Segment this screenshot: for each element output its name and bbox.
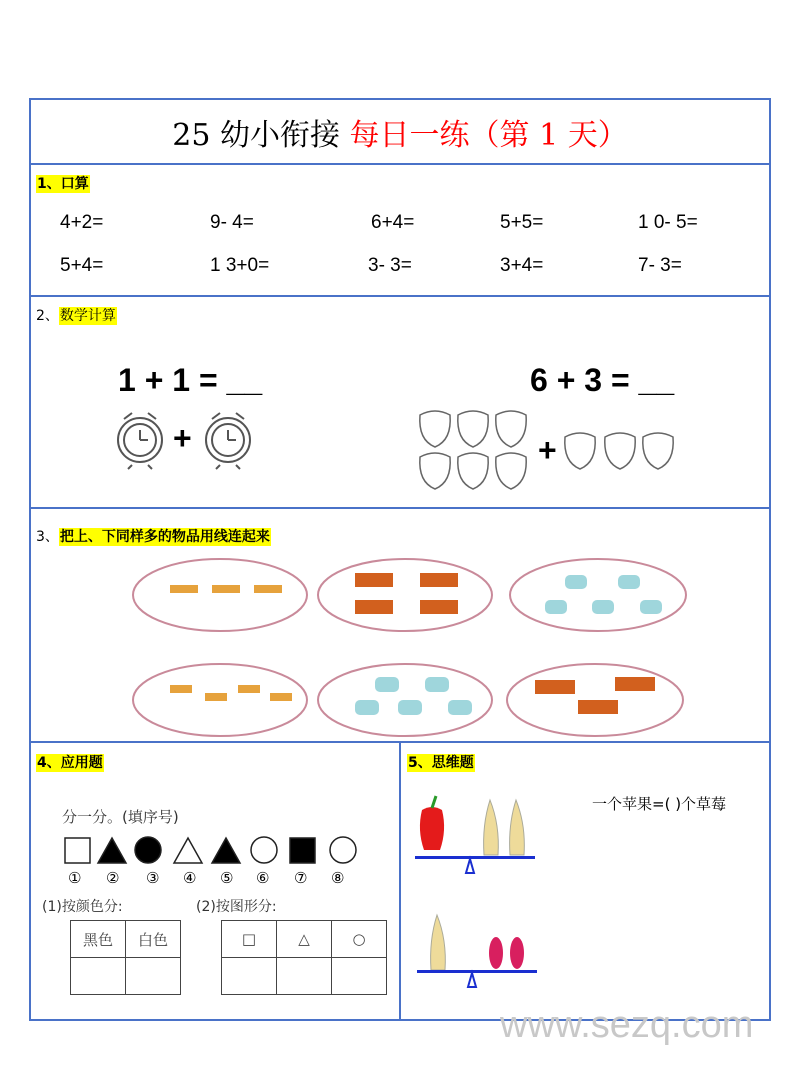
section-prefix: 2、 bbox=[36, 308, 59, 324]
shape-number: ② bbox=[106, 869, 120, 887]
section-1-heading bbox=[36, 173, 90, 193]
watermark: www.sezq.com bbox=[500, 1004, 754, 1046]
color-table bbox=[70, 920, 181, 995]
header-triangle: △ bbox=[277, 921, 332, 958]
arithmetic-problem: 3+4= bbox=[500, 255, 544, 276]
question-by-shape: (2)按图形分: bbox=[196, 899, 277, 915]
arithmetic-problem: 4+2= bbox=[60, 212, 104, 233]
answer-cell[interactable] bbox=[332, 958, 387, 995]
divider bbox=[29, 507, 771, 509]
header-square: □ bbox=[222, 921, 277, 958]
shape-number: ① bbox=[68, 869, 82, 887]
alarm-clocks-image bbox=[110, 405, 260, 470]
instruction-text: 分一分。(填序号) bbox=[62, 808, 179, 826]
answer-cell[interactable] bbox=[222, 958, 277, 995]
arithmetic-problem: 9- 4= bbox=[210, 212, 254, 233]
header-circle: ○ bbox=[332, 921, 387, 958]
strawberries-image bbox=[415, 405, 680, 495]
section-2-heading bbox=[36, 305, 117, 325]
header-black: 黑色 bbox=[71, 921, 126, 958]
balance-scales-image bbox=[412, 790, 542, 990]
title-black: 25 幼小衔接 bbox=[172, 118, 340, 153]
question-text: 一个苹果=( )个草莓 bbox=[592, 795, 727, 813]
question-by-color: (1)按颜色分: bbox=[42, 899, 123, 915]
section-label: 1、口算 bbox=[37, 176, 89, 192]
section-label: 4、应用题 bbox=[37, 755, 103, 771]
answer-cell[interactable] bbox=[126, 958, 181, 995]
page-title bbox=[0, 110, 800, 154]
section-label: 5、思维题 bbox=[408, 755, 474, 771]
shape-number: ⑧ bbox=[331, 869, 345, 887]
plus-sign: + bbox=[173, 420, 192, 456]
shape-number: ⑤ bbox=[220, 869, 234, 887]
section-5-heading bbox=[407, 752, 475, 772]
plus-sign: + bbox=[538, 432, 557, 468]
shape-number: ⑦ bbox=[294, 869, 308, 887]
arithmetic-problem: 6+4= bbox=[371, 212, 415, 233]
section-label: 把上、下同样多的物品用线连起来 bbox=[59, 529, 270, 545]
shape-table bbox=[221, 920, 387, 995]
arithmetic-problem: 1 0- 5= bbox=[638, 212, 698, 233]
header-white: 白色 bbox=[126, 921, 181, 958]
title-red: 每日一练（第 1 天） bbox=[349, 118, 628, 153]
divider bbox=[29, 295, 771, 297]
section-prefix: 3、 bbox=[36, 529, 59, 545]
shape-number: ⑥ bbox=[256, 869, 270, 887]
divider bbox=[399, 742, 401, 1020]
arithmetic-problem: 5+5= bbox=[500, 212, 544, 233]
answer-cell[interactable] bbox=[277, 958, 332, 995]
shape-number: ④ bbox=[183, 869, 197, 887]
equation-2: 6 + 3 = __ bbox=[530, 362, 675, 398]
arithmetic-problem: 7- 3= bbox=[638, 255, 682, 276]
equation-1: 1 + 1 = __ bbox=[118, 362, 263, 398]
section-label: 数学计算 bbox=[59, 308, 116, 324]
divider bbox=[29, 163, 771, 165]
arithmetic-problem: 1 3+0= bbox=[210, 255, 270, 276]
section-3-heading bbox=[36, 526, 271, 546]
shape-number: ③ bbox=[146, 869, 160, 887]
matching-groups bbox=[130, 555, 700, 740]
answer-cell[interactable] bbox=[71, 958, 126, 995]
arithmetic-problem: 5+4= bbox=[60, 255, 104, 276]
section-4-heading bbox=[36, 752, 104, 772]
shapes-row bbox=[62, 835, 362, 867]
arithmetic-problem: 3- 3= bbox=[368, 255, 412, 276]
